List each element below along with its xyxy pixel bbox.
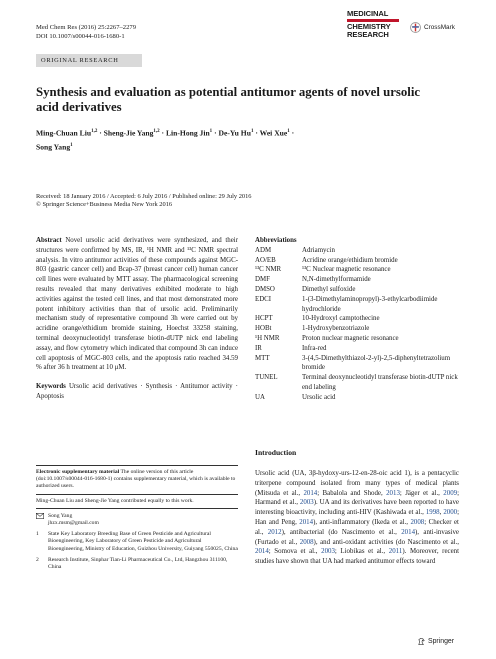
author-line-1: Ming-Chuan Liu$^{1,2}$ · Sheng-Jie Yang$^{1,2}$ · Lin-Hong Jin$^1$ · De-Yu $Hu^1$ · Wei Xue$^1$ · <box>36 128 295 138</box>
footnote-block <box>36 465 238 571</box>
affiliation-text: Research Institute, Sinphar Tian-Li Pharmaceutical Co., Ltd, Hangzhou 311100, China <box>48 556 228 571</box>
author-name[interactable]: Song Yang <box>36 142 71 152</box>
introduction-text <box>255 469 459 567</box>
introduction-text-segment: ; Somova et al., <box>268 548 322 556</box>
keywords-label: Keywords <box>36 383 66 391</box>
introduction-text-segment: ). Moreover, recent studies have shown that UA had marked antitumor effects toward <box>255 548 459 566</box>
abbreviation-term: DMSO <box>255 285 275 293</box>
abbreviation-term: IR <box>255 344 262 352</box>
abbreviation-definition: Acridine orange/ethidium bromide <box>302 256 398 264</box>
author-name[interactable]: Wei Xue <box>259 128 288 138</box>
logo-line-2: CHEMISTRY <box>347 21 391 31</box>
introduction-text-segment: ; Harmand et al., <box>255 489 459 507</box>
citation-link[interactable]: 2000 <box>443 509 458 517</box>
equal-contribution-note: Ming-Chuan Liu and Sheng-Jie Yang contributed equally to this work. <box>36 497 194 504</box>
introduction-text-segment: ; Checker et al., <box>255 518 459 536</box>
author-affiliation-mark: 1 <box>250 129 254 134</box>
abbreviation-row <box>255 246 460 256</box>
author-line-2 <box>36 140 436 154</box>
abbreviation-term: EDCI <box>255 295 272 303</box>
introduction-text-segment: ; Liobikas et al., <box>334 548 389 556</box>
crossmark-icon <box>410 22 421 33</box>
citation-link[interactable]: 2014 <box>255 548 269 556</box>
envelope-icon <box>36 513 48 527</box>
abbreviation-term: TUNEL <box>255 374 278 382</box>
introduction-text-segment: ), and anti-oxidant activities (do Nascimento et al., <box>313 538 459 546</box>
publication-dates <box>36 193 251 210</box>
esm-text[interactable]: The online version of this article (doi:10.1007/s00044-016-1680-1) contains supplementary material, which is available to authorized users. <box>36 469 236 490</box>
footnote-rule <box>36 465 238 466</box>
journal-logo[interactable] <box>347 10 407 48</box>
abbreviation-definition: Ursolic acid <box>302 393 336 401</box>
author-affiliation-mark: 1,2 <box>153 129 160 134</box>
abbreviation-row <box>255 324 460 334</box>
abbreviation-row <box>255 373 460 393</box>
abbreviation-definition: Terminal deoxynucleotidyl transferase biotin-dUTP nick end labeling <box>302 374 458 391</box>
introduction-text-segment: ; Jäger et al., <box>399 489 444 497</box>
abbreviation-definition: ¹³C Nuclear magnetic resonance <box>302 266 391 274</box>
abbreviation-term: HOBt <box>255 325 272 333</box>
abbreviation-definition: Dimethyl sulfoxide <box>302 285 356 293</box>
abbreviation-row <box>255 354 460 374</box>
abbreviation-row <box>255 314 460 324</box>
crossmark-badge[interactable] <box>410 22 455 33</box>
introduction-text-segment: , <box>439 509 444 517</box>
esm-note <box>36 469 238 491</box>
abbreviations-heading: Abbreviations <box>255 237 297 244</box>
introduction-heading: Introduction <box>255 448 297 457</box>
abstract <box>36 236 238 373</box>
affiliation-mark: 2 <box>36 556 39 563</box>
citation-link[interactable]: 2014 <box>401 528 416 536</box>
abbreviation-row <box>255 295 460 315</box>
abbreviation-row <box>255 393 460 403</box>
introduction-text-segment: Ursolic acid (UA, 3β-hydoxy-urs-12-en-28-oic acid 1), is a pentacyclic triterpene compound isolated from many types of medical plants (Mitsuda et al., <box>255 470 459 497</box>
keywords-text: Ursolic acid derivatives · Synthesis · Antitumor activity · Apoptosis <box>36 383 238 400</box>
introduction-text-segment: ; Babalola and Shode, <box>317 489 387 497</box>
abbreviation-row <box>255 256 460 266</box>
abbreviation-row <box>255 344 460 354</box>
affiliation-mark: 1 <box>36 531 39 538</box>
corresponding-author <box>36 513 238 527</box>
abbreviation-definition: 3-(4,5-Dimethylthiazol-2-yl)-2,5-diphenyltetrazolium bromide <box>302 354 451 372</box>
author-affiliation-mark: 1 <box>209 129 213 134</box>
citation-link[interactable]: 2003 <box>299 499 314 507</box>
author-affiliation-mark: 1,2 <box>91 129 98 134</box>
abbreviation-definition: Proton nuclear magnetic resonance <box>302 334 399 342</box>
citation-link[interactable]: 2009 <box>443 489 458 497</box>
abbreviation-definition: 10-Hydroxyl camptothecine <box>302 315 380 323</box>
abbreviation-definition: Infra-red <box>302 344 327 352</box>
citation-link[interactable]: 2012 <box>267 528 282 536</box>
logo-line-1: MEDICINAL <box>347 9 389 18</box>
introduction-text-segment: ; Han and Peng, <box>255 509 460 526</box>
publisher-name: Springer <box>428 638 455 645</box>
abstract-text: Novel ursolic acid derivatives were synthesized, and their structures were confirmed by MS, IR, ¹H NMR and ¹³C NMR spectral analysis. In vitro antitumor activities of these compounds against MGC-803 (gastric cancer cell) and Bcap-37 (breast cancer cell) human cancer cell lines were evaluated by MTT assay. The pharmacological screening results revealed that many derivatives exhibited moderate to high activities against the tested cell lines, and that most demonstrated more potent inhibitory activities than that of ursolic acid. Preliminarily mechanism study of representative compound 3h were carried out by acridine orange/ethidium bromide staining, Hoechst 33258 staining, terminal deoxynucleotidyl transferase biotin-dUTP nick end labeling assay, and flow cytometry which indicated that compound 3h can induce cell apoptosis of MGC-803 cells, and the apoptosis ratio reached 34.59 % after 36 h treatment at 10 μM. <box>36 237 238 372</box>
section-label: ORIGINAL RESEARCH <box>36 54 142 67</box>
crossmark-label: CrossMark <box>424 24 455 31</box>
affiliation-2 <box>36 557 238 571</box>
author-name[interactable]: Ming-Chuan Liu <box>36 128 92 138</box>
introduction-text-segment: ), anti-invasive (Furtado et al., <box>255 528 459 546</box>
dates-line: Received: 18 January 2016 / Accepted: 6 July 2016 / Published online: 29 July 2016 <box>36 193 252 200</box>
abbreviation-term: ADM <box>255 246 272 254</box>
abbreviation-definition: 1-Hydroxybenzotriazole <box>302 325 370 333</box>
citation-link[interactable]: 2008 <box>299 538 314 546</box>
abbreviation-term: ¹³C NMR <box>255 266 282 274</box>
title-line-2: acid derivatives <box>36 100 122 114</box>
abbreviation-row <box>255 265 460 275</box>
abbreviation-term: DMF <box>255 276 270 284</box>
citation-link[interactable]: 2013 <box>386 489 400 497</box>
copyright-line: © Springer Science+Business Media New York 2016 <box>36 201 173 209</box>
abbreviation-term: MTT <box>255 354 270 362</box>
abbreviation-term: AO/EB <box>255 256 276 264</box>
abbreviations-list <box>255 246 460 403</box>
abstract-label: Abstract <box>36 237 62 244</box>
logo-line-3: RESEARCH <box>347 29 389 39</box>
footnote-rule <box>36 494 238 495</box>
citation-link[interactable]: 2014 <box>303 489 318 497</box>
corresponding-email[interactable]: jhzx.msm@gmail.com <box>48 520 99 527</box>
citation-link[interactable]: 2011 <box>388 548 403 556</box>
author-name[interactable]: De-Yu Hu <box>218 128 251 138</box>
title-line-1: Synthesis and evaluation as potential antitumor agents of novel ursolic <box>36 85 421 99</box>
citation-link[interactable]: 2003 <box>321 548 335 556</box>
introduction-text-segment: ), antibacterial (do Nascimento et al., <box>281 528 402 536</box>
article-metadata <box>36 24 136 42</box>
affiliation-text: State Key Laboratory Breeding Base of Green Pesticide and Agricultural Bioengineering, Key Laboratory of Green Pesticide and Agricultural Bioengineering, Ministry of Education, Guizhou University, Guiyang 550025, China <box>48 531 238 552</box>
author-name[interactable]: Sheng-Jie Yang <box>103 128 154 138</box>
citation-link[interactable]: 1998 <box>425 509 440 517</box>
springer-horse-icon <box>417 637 426 646</box>
author-name[interactable]: Lin-Hong Jin <box>165 128 210 138</box>
author-affiliation-mark: 1 <box>287 129 290 134</box>
abbreviation-term: UA <box>255 393 265 401</box>
springer-logo <box>417 637 454 646</box>
abbreviation-row <box>255 285 460 295</box>
abbreviation-row <box>255 334 460 344</box>
abbreviation-definition: 1-(3-Dimethylaminopropyl)-3-ethylcarbodiimide hydrochloride <box>302 295 438 313</box>
author-list <box>36 126 436 153</box>
introduction-text-segment: ). UA and its derivatives have been reported to have interesting bioactivity, including anti-HIV (Kashiwada et al., <box>255 499 459 517</box>
article-title <box>36 85 466 115</box>
doi-text: DOI 10.1007/s00044-016-1680-1 <box>36 32 125 40</box>
esm-label: Electronic supplementary material <box>36 469 120 475</box>
citation-link[interactable]: 2008 <box>410 518 425 526</box>
abbreviation-term: ¹H NMR <box>255 334 280 342</box>
journal-reference: Med Chem Res (2016) 25:2267–2279 <box>36 24 136 31</box>
affiliation-1 <box>36 531 238 553</box>
footnote-rule <box>36 508 238 509</box>
abbreviation-definition: N,N-dimethylformamide <box>302 276 371 284</box>
abbreviations-section <box>255 236 460 403</box>
abbreviation-term: HCPT <box>255 315 273 323</box>
author-affiliation-mark: 1 <box>70 142 73 148</box>
abbreviation-definition: Adriamycin <box>302 246 335 254</box>
keywords <box>36 382 238 402</box>
citation-link[interactable]: 2014 <box>299 518 314 526</box>
corresponding-name: Song Yang <box>48 512 73 519</box>
abstract-column <box>36 236 238 402</box>
abbreviation-row <box>255 275 460 285</box>
introduction-text-segment: ), anti-inflammatory (Ikeda et al., <box>313 518 411 526</box>
